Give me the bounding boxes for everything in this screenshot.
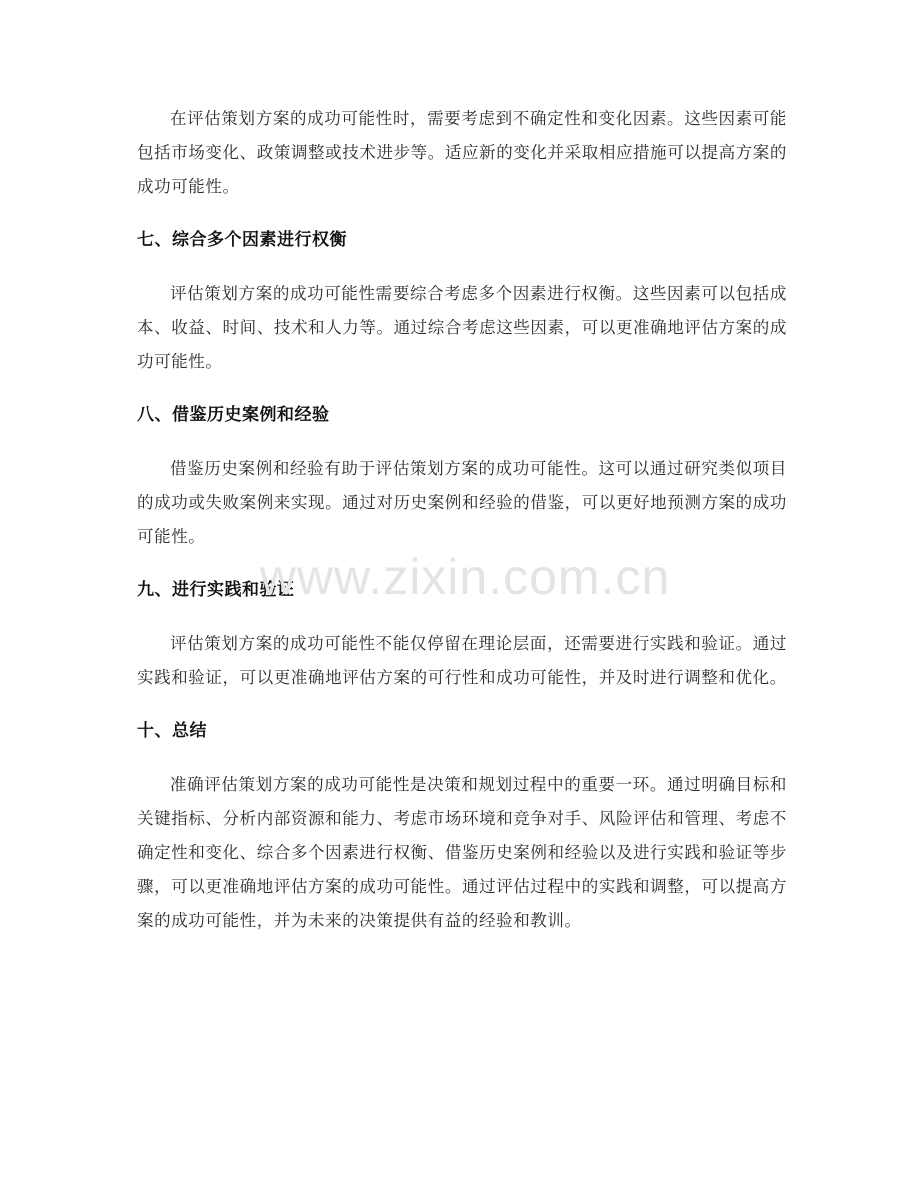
heading-section-10: 十、总结: [137, 721, 207, 741]
heading-section-8: 八、借鉴历史案例和经验: [137, 405, 330, 425]
paragraph-section-8: 借鉴历史案例和经验有助于评估策划方案的成功可能性。这可以通过研究类似项目的成功或失败案例来实现。通过对历史案例和经验的借鉴，可以更好地预测方案的成功可能性。: [137, 459, 787, 546]
paragraph-section-9: 评估策划方案的成功可能性不能仅停留在理论层面，还需要进行实践和验证。通过实践和验证，可以更准确地评估方案的可行性和成功可能性，并及时进行调整和优化。: [137, 634, 787, 687]
paragraph-uncertainty: 在评估策划方案的成功可能性时，需要考虑到不确定性和变化因素。这些因素可能包括市场变化、政策调整或技术进步等。适应新的变化并采取相应措施可以提高方案的成功可能性。: [137, 109, 787, 196]
watermark: www.zixin.com.cn: [259, 549, 671, 605]
paragraph-summary: 准确评估策划方案的成功可能性是决策和规划过程中的重要一环。通过明确目标和关键指标、分析内部资源和能力、考虑市场环境和竞争对手、风险评估和管理、考虑不确定性和变化、综合多个因素进行权衡、借鉴历史案例和经验以及进行实践和验证等步骤，可以更准确地评估方案的成功可能性。通过评估过程中的实践和调整，可以提高方案的成功可能性，并为未来的决策提供有益的经验和教训。: [137, 775, 787, 930]
heading-section-9: 九、进行实践和验证: [137, 580, 295, 600]
document-body: [137, 102, 787, 959]
paragraph-section-7: 评估策划方案的成功可能性需要综合考虑多个因素进行权衡。这些因素可以包括成本、收益、时间、技术和人力等。通过综合考虑这些因素，可以更准确地评估方案的成功可能性。: [137, 284, 787, 371]
heading-section-7: 七、综合多个因素进行权衡: [137, 230, 347, 250]
